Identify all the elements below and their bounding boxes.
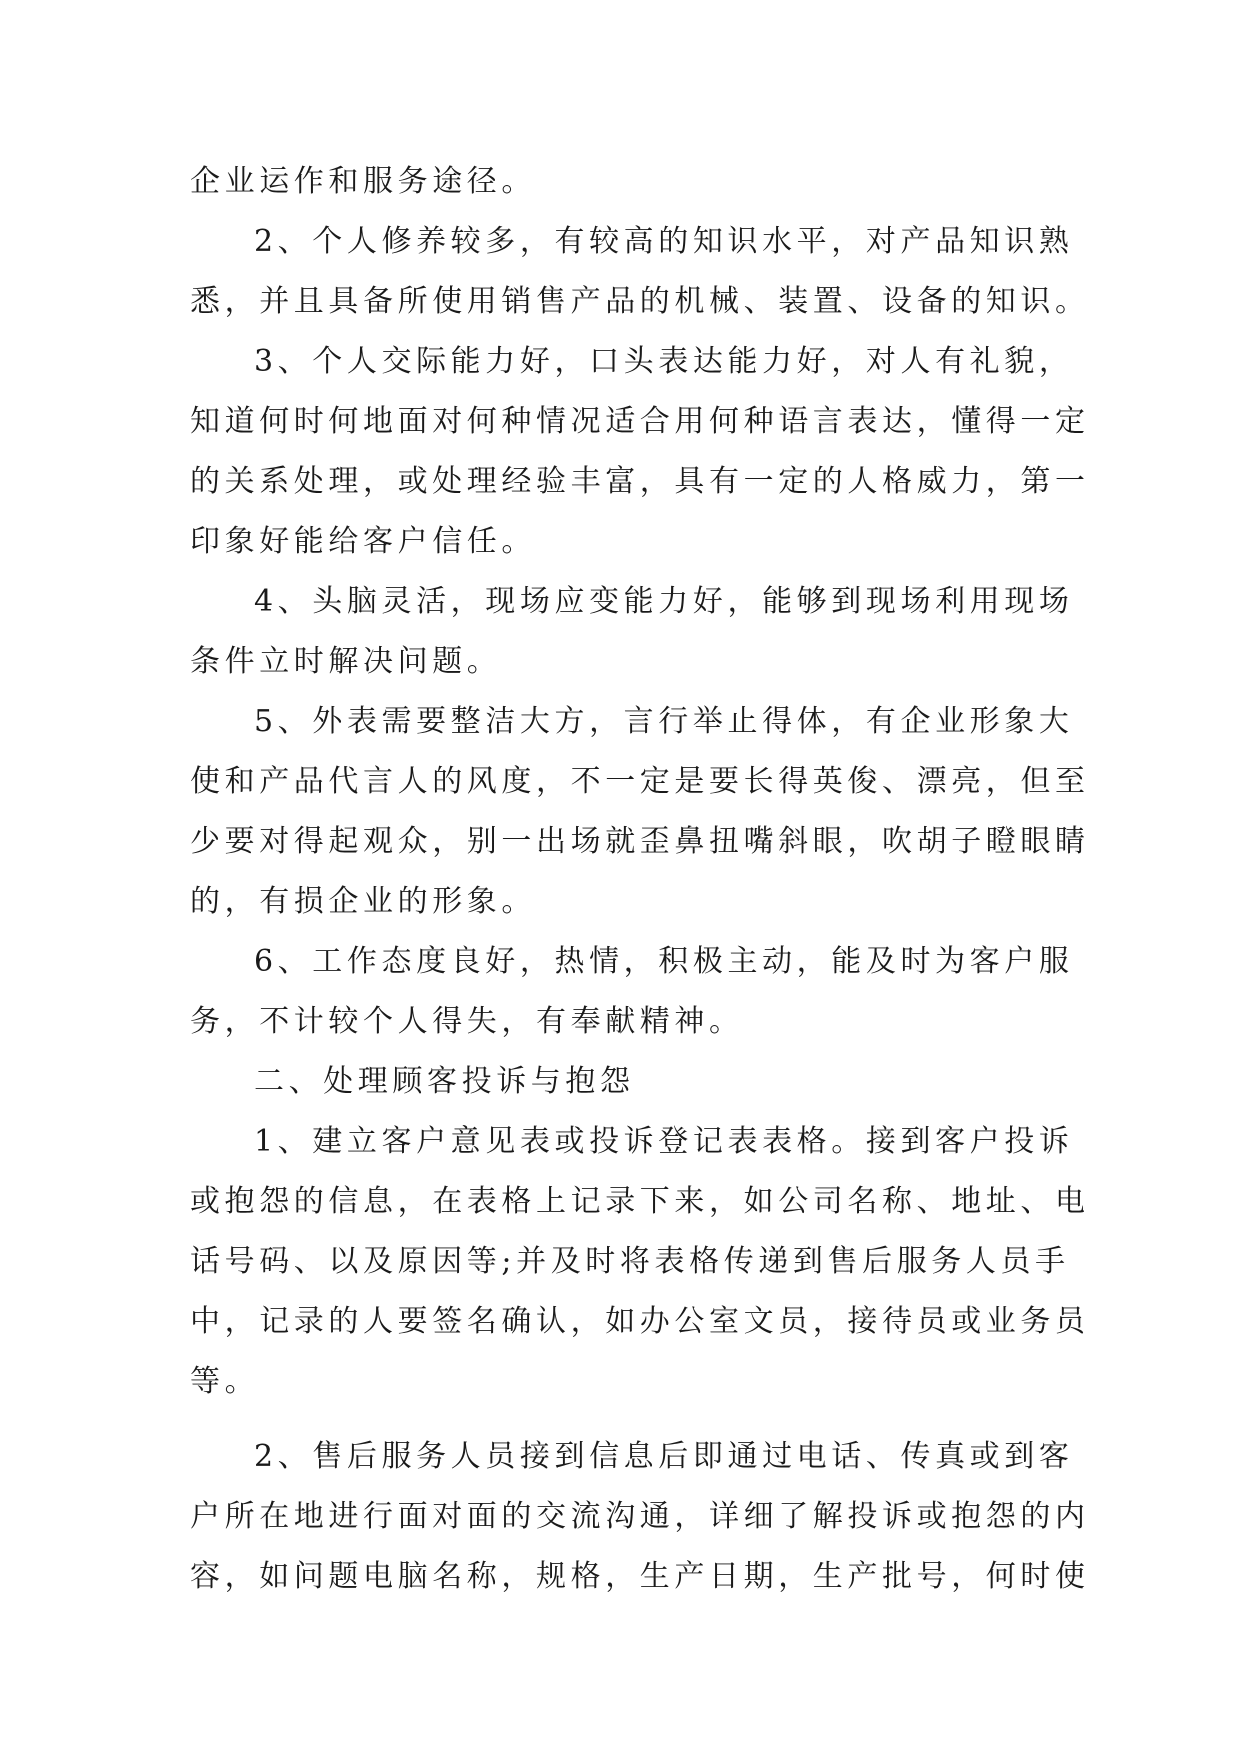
section-heading: 二、处理顾客投诉与抱怨: [254, 1064, 635, 1099]
text-line: 的，有损企业的形象。: [190, 884, 536, 919]
text-line: 企业运作和服务途径。: [190, 164, 536, 199]
text-line: 户所在地进行面对面的交流沟通，详细了解投诉或抱怨的内: [190, 1499, 1090, 1534]
text-line: 中，记录的人要签名确认，如办公室文员，接待员或业务员: [190, 1304, 1090, 1339]
text-line: 务，不计较个人得失，有奉献精神。: [190, 1004, 744, 1039]
document-body: [190, 152, 1090, 1607]
text-line: 1、建立客户意见表或投诉登记表表格。接到客户投诉: [254, 1124, 1074, 1159]
text-line: 少要对得起观众，别一出场就歪鼻扭嘴斜眼，吹胡子瞪眼睛: [190, 824, 1090, 859]
text-line: 的关系处理，或处理经验丰富，具有一定的人格威力，第一: [190, 464, 1090, 499]
paragraph-gap: [190, 1412, 1060, 1427]
text-line: 话号码、以及原因等;并及时将表格传递到售后服务人员手: [190, 1244, 1070, 1279]
text-line: 5、外表需要整洁大方，言行举止得体，有企业形象大: [254, 704, 1074, 739]
text-line: 2、售后服务人员接到信息后即通过电话、传真或到客: [254, 1439, 1074, 1474]
text-line: 容，如问题电脑名称，规格，生产日期，生产批号，何时使: [190, 1559, 1090, 1594]
text-line: 知道何时何地面对何种情况适合用何种语言表达，懂得一定: [190, 404, 1090, 439]
text-line: 等。: [190, 1364, 260, 1399]
text-line: 2、个人修养较多，有较高的知识水平，对产品知识熟: [254, 224, 1074, 259]
text-line: 条件立时解决问题。: [190, 644, 502, 679]
text-line: 悉，并且具备所使用销售产品的机械、装置、设备的知识。: [190, 284, 1090, 319]
text-line: 或抱怨的信息，在表格上记录下来，如公司名称、地址、电: [190, 1184, 1090, 1219]
text-line: 3、个人交际能力好，口头表达能力好，对人有礼貌，: [254, 344, 1074, 379]
text-line: 使和产品代言人的风度，不一定是要长得英俊、漂亮，但至: [190, 764, 1090, 799]
text-line: 6、工作态度良好，热情，积极主动，能及时为客户服: [254, 944, 1074, 979]
text-line: 印象好能给客户信任。: [190, 524, 536, 559]
text-line: 4、头脑灵活，现场应变能力好，能够到现场利用现场: [254, 584, 1074, 619]
